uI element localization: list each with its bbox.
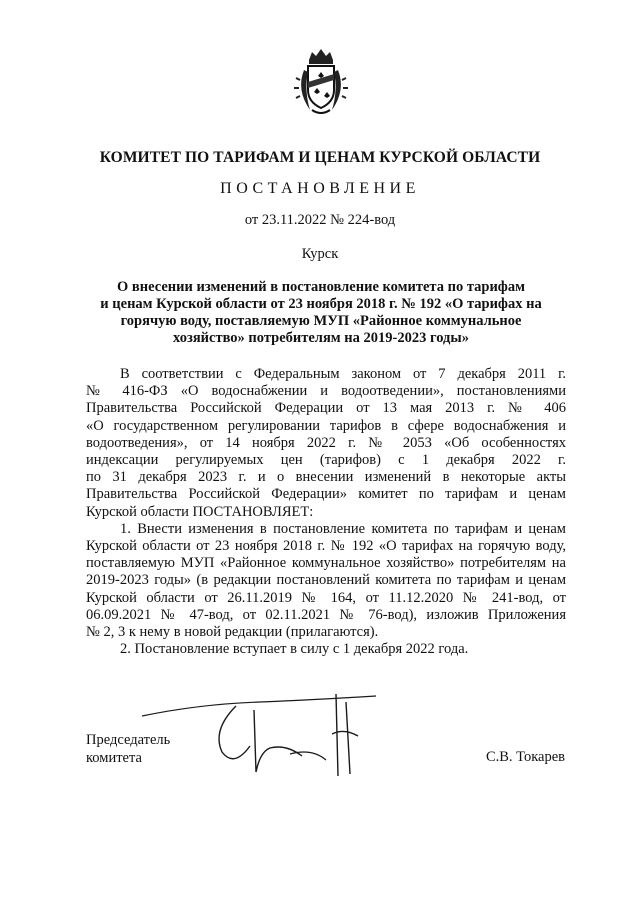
document-date-number: от 23.11.2022 № 224-вод xyxy=(244,212,396,228)
body-line: Правительства Российской Федерации» комитет по тарифам и ценам xyxy=(86,486,566,503)
body-line: Курской области от 26.11.2019 № 164, от 11.12.2020 № 241-вод, от xyxy=(86,589,566,606)
body-line: индексации регулируемых цен (тарифов) с 1 декабря 2022 г. xyxy=(86,452,566,469)
body-line: В соответствии с Федеральным законом от 7 декабря 2011 г. xyxy=(120,366,566,382)
title-line: и ценам Курской области от 23 ноября 2018 г. № 192 «О тарифах на xyxy=(100,296,542,312)
body-line: № 2, 3 к нему в новой редакции (прилагаются). xyxy=(86,624,379,641)
body-line: Курской области от 23 ноября 2018 г. № 192 «О тарифах на горячую воду, xyxy=(86,538,566,555)
body-line: 2. Постановление вступает в силу с 1 декабря 2022 года. xyxy=(120,641,469,658)
position-line: комитета xyxy=(86,750,142,766)
title-line: горячую воду, поставляемую МУП «Районное коммунальное xyxy=(120,313,522,329)
kursk-coat-of-arms-icon xyxy=(292,46,350,118)
body-line: по 31 декабря 2023 г. и о внесении изменений в некоторые акты xyxy=(86,469,566,486)
document-body xyxy=(86,366,566,658)
signatory-name: С.В. Токарев xyxy=(485,749,565,765)
position-line: Председатель xyxy=(86,732,171,748)
signatory-position xyxy=(86,731,170,767)
body-line: № 416-ФЗ «О водоснабжении и водоотведении», постановлениями xyxy=(86,383,566,400)
body-line: Курской области ПОСТАНОВЛЯЕТ: xyxy=(86,503,314,520)
body-line: поставляемую МУП «Районное коммунальное хозяйство» потребителям на xyxy=(86,555,566,572)
title-line: О внесении изменений в постановление комитета по тарифам xyxy=(117,279,525,295)
body-line: Правительства Российской Федерации от 13 мая 2013 г. № 406 xyxy=(86,400,566,417)
committee-name: КОМИТЕТ ПО ТАРИФАМ И ЦЕНАМ КУРСКОЙ ОБЛАСТИ xyxy=(99,149,541,166)
handwritten-signature-icon xyxy=(140,690,380,780)
document-city: Курск xyxy=(301,246,339,262)
document-title xyxy=(80,279,562,347)
body-line: водоотведения», от 14 ноября 2022 г. № 2053 «Об особенностях xyxy=(86,434,566,451)
body-line: 2019-2023 годы» (в редакции постановлений комитета по тарифам и ценам xyxy=(86,572,566,589)
title-line: хозяйство» потребителям на 2019-2023 годы» xyxy=(173,330,469,346)
document-type: ПОСТАНОВЛЕНИЕ xyxy=(220,180,420,197)
body-line: 06.09.2021 № 47-вод, от 02.11.2021 № 76-вод), изложив Приложения xyxy=(86,606,566,623)
body-line: 1. Внести изменения в постановление комитета по тарифам и ценам xyxy=(120,520,566,537)
body-line: «О государственном регулировании тарифов в сфере водоснабжения и xyxy=(86,417,566,434)
